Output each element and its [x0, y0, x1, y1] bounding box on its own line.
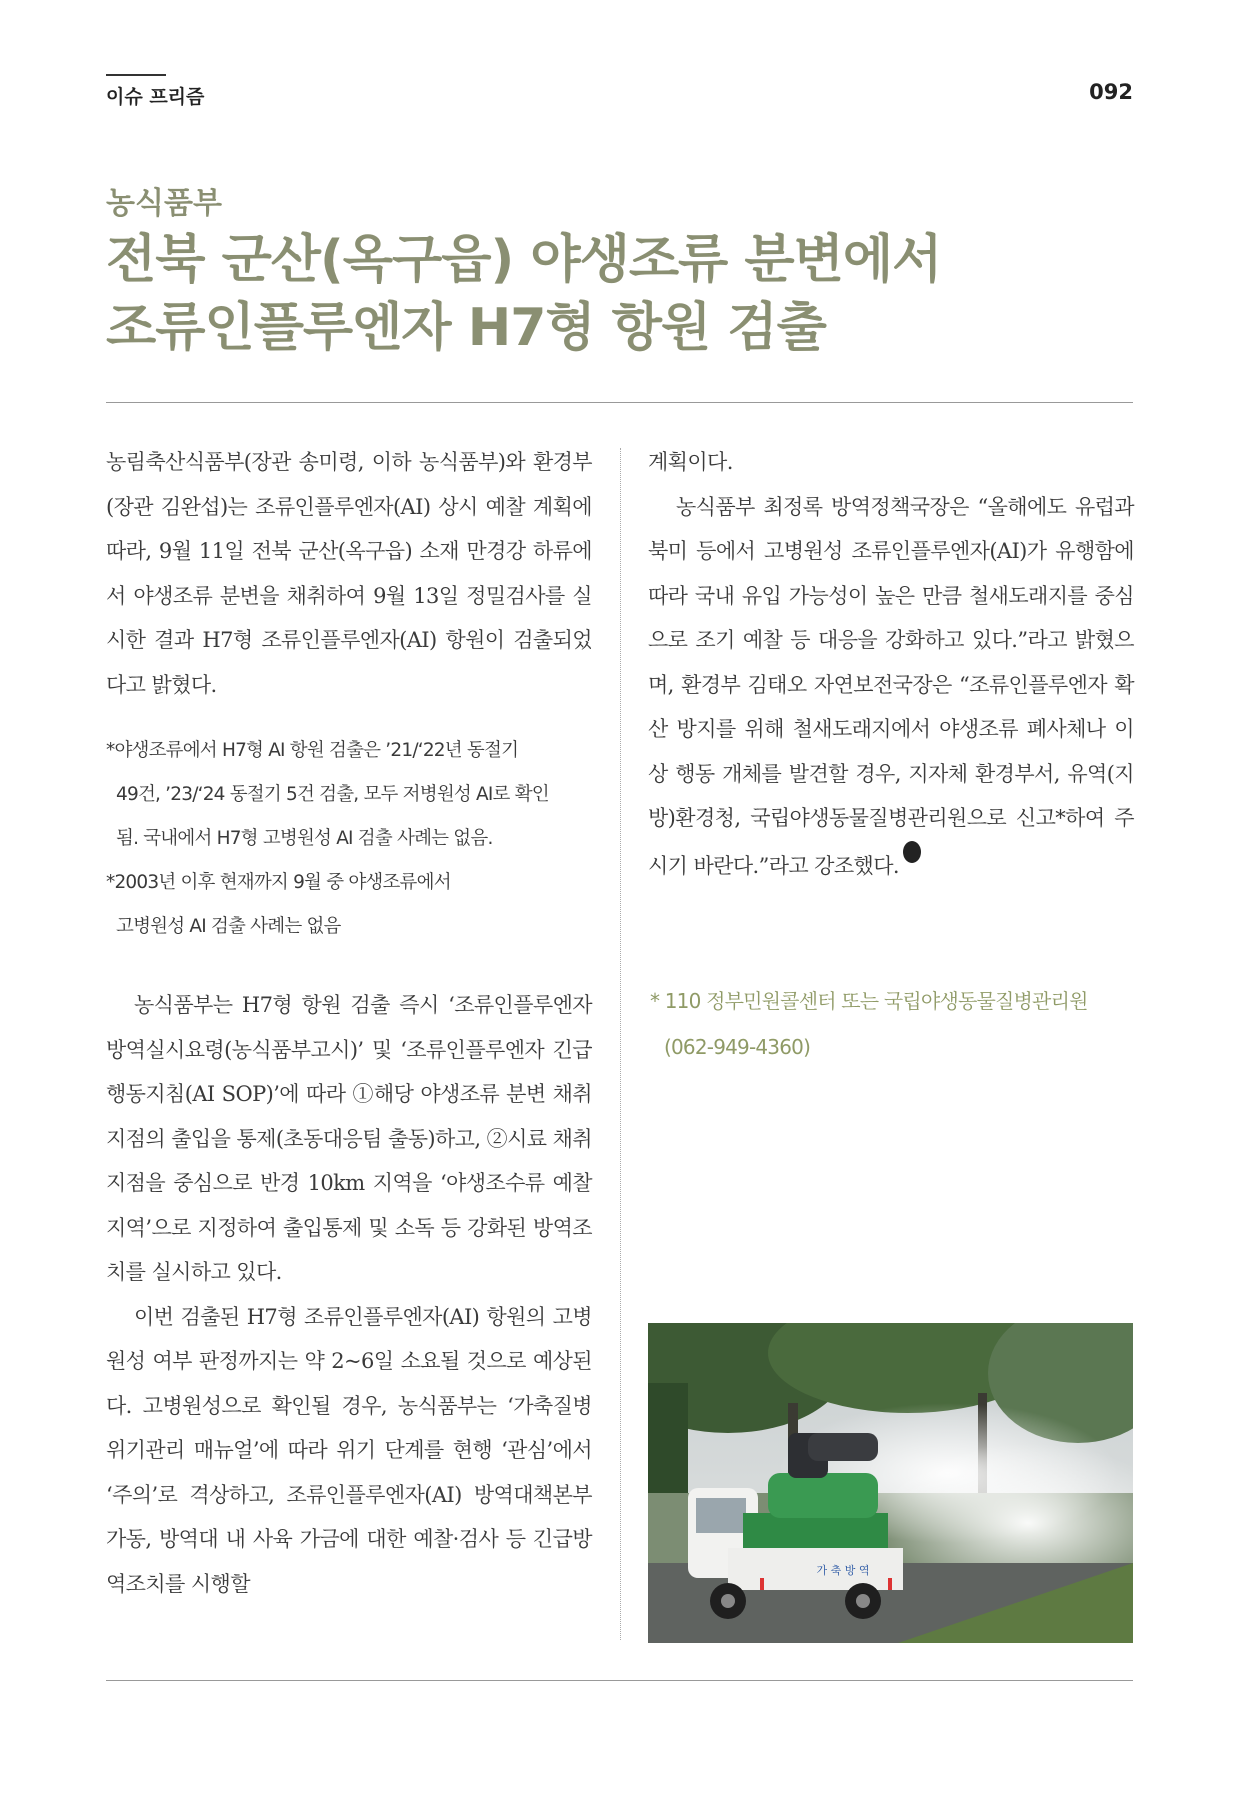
- top-divider: [106, 402, 1133, 403]
- footnotes: [106, 729, 592, 949]
- contact-info: [650, 978, 1088, 1070]
- left-column: [106, 440, 592, 1606]
- paragraph-3-continued: 계획이다.: [648, 450, 733, 474]
- truck-sign: 가 축 방 역: [816, 1564, 870, 1577]
- photo-illustration: [648, 1323, 1133, 1643]
- bottom-divider: [106, 1680, 1133, 1681]
- article-photo: [648, 1323, 1133, 1643]
- end-mark-icon: 소식: [903, 841, 921, 863]
- contact-line-2: (062-949-4360): [664, 1035, 811, 1059]
- right-column: [648, 440, 1134, 888]
- page-number: 092: [1089, 80, 1133, 104]
- paragraph-4: [648, 485, 1134, 889]
- note-1-line-3: 됨. 국내에서 H7형 고병원성 AI 검출 사례는 없음.: [116, 828, 493, 849]
- paragraph-4-text: 농식품부 최정록 방역정책국장은 “올해에도 유럽과 북미 등에서 고병원성 조류인플루엔자(AI)가 유행함에 따라 국내 유입 가능성이 높은 만큼 철새도래지를 중심으로 조기 예찰 등 대응을 강화하고 있다.”라고 밝혔으며, 환경부 김태오 자연보전국장은 “조류인플루엔자 확산 방지를 위해 철새도래지에서 야생조류 폐사체나 이상 행동 개체를 발견할 경우, 지자체 환경부서, 유역(지방)환경청, 국립야생동물질병관리원으로 신고*하여 주시기 바란다.”라고 강조했다.: [648, 494, 1134, 878]
- note-1-line-1: *야생조류에서 H7형 AI 항원 검출은 ’21/‘22년 동절기: [106, 740, 519, 761]
- section-label: 이슈 프리즘: [106, 86, 205, 108]
- article-headline: [106, 226, 1146, 362]
- note-2-line-2: 고병원성 AI 검출 사례는 없음: [116, 916, 341, 937]
- header-rule: [106, 74, 166, 76]
- paragraph-1: 농림축산식품부(장관 송미령, 이하 농식품부)와 환경부(장관 김완섭)는 조류인플루엔자(AI) 상시 예찰 계획에 따라, 9월 11일 전북 군산(옥구읍) 소재 만경강 하류에서 야생조류 분변을 채취하여 9월 13일 정밀검사를 실시한 결과 H7형 조류인플루엔자(AI) 항원이 검출되었다고 밝혔다.: [106, 450, 592, 697]
- paragraph-3: 이번 검출된 H7형 조류인플루엔자(AI) 항원의 고병원성 여부 판정까지는 약 2~6일 소요될 것으로 예상된다. 고병원성으로 확인될 경우, 농식품부는 ‘가축질병 위기관리 매뉴얼’에 따라 위기 단계를 현행 ‘관심’에서 ‘주의’로 격상하고, 조류인플루엔자(AI) 방역대책본부 가동, 방역대 내 사육 가금에 대한 예찰·검사 등 긴급방역조치를 시행할: [106, 1304, 592, 1596]
- contact-line-1: * 110 정부민원콜센터 또는 국립야생동물질병관리원: [650, 989, 1088, 1013]
- column-divider: [620, 448, 621, 1640]
- headline-line-2: 조류인플루엔자 H7형 항원 검출: [106, 298, 826, 358]
- note-2-line-1: *2003년 이후 현재까지 9월 중 야생조류에서: [106, 872, 451, 893]
- note-1-line-2: 49건, ’23/‘24 동절기 5건 검출, 모두 저병원성 AI로 확인: [116, 784, 549, 805]
- article-ministry: 농식품부: [106, 186, 222, 221]
- headline-line-1: 전북 군산(옥구읍) 야생조류 분변에서: [106, 230, 942, 290]
- paragraph-2: 농식품부는 H7형 항원 검출 즉시 ‘조류인플루엔자방역실시요령(농식품부고시)’ 및 ‘조류인플루엔자 긴급행동지침(AI SOP)’에 따라 ①해당 야생조류 분변 채취지점의 출입을 통제(초동대응팀 출동)하고, ②시료 채취 지점을 중심으로 반경 10km 지역을 ‘야생조수류 예찰지역’으로 지정하여 출입통제 및 소독 등 강화된 방역조치를 실시하고 있다.: [106, 993, 592, 1284]
